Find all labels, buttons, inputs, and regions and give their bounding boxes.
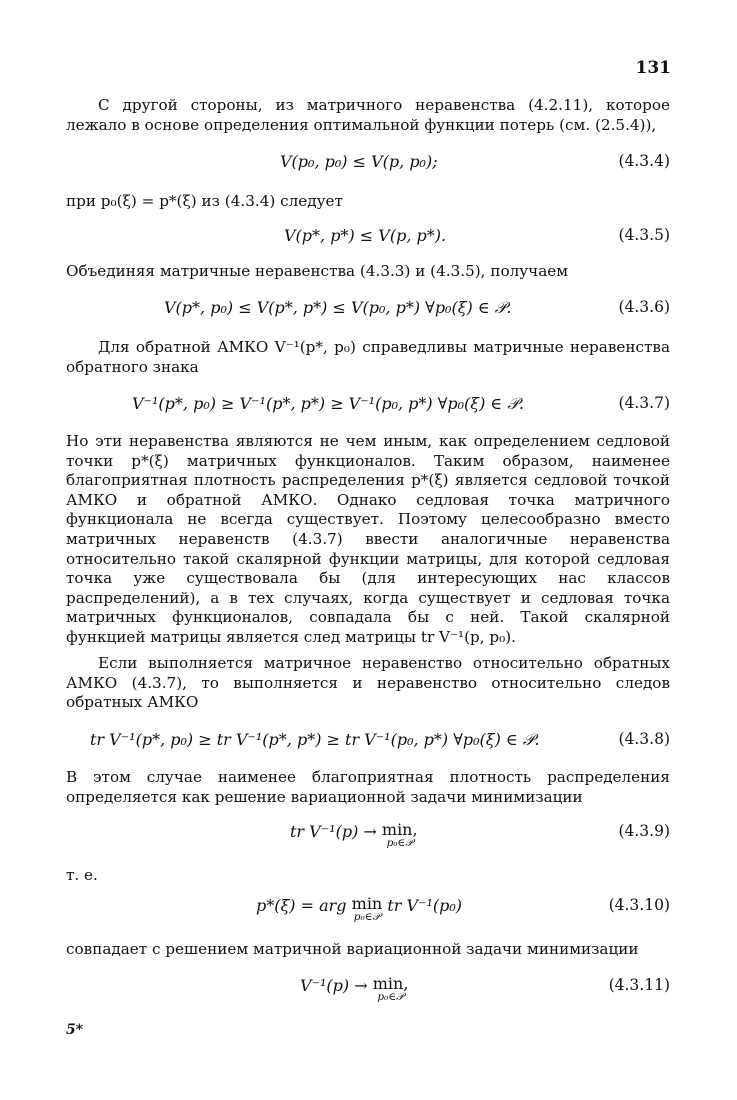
equation-4-3-10-sub: p₀∈𝒫 (353, 911, 381, 923)
page-number: 131 (635, 58, 671, 78)
equation-4-3-7-formula: V⁻¹(p*, p₀) ≥ V⁻¹(p*, p*) ≥ V⁻¹(p₀, p*) ∀p₀(ξ) ∈ 𝒫. (132, 394, 524, 413)
equation-4-3-5-number: (4.3.5) (618, 226, 670, 244)
equation-4-3-8-number: (4.3.8) (618, 730, 670, 748)
equation-4-3-9-lhs: tr V⁻¹(p) → (290, 822, 382, 841)
equation-4-3-11-min (373, 976, 409, 1003)
equation-4-3-11 (66, 974, 670, 1003)
equation-4-3-9 (66, 820, 670, 849)
equation-4-3-4-number: (4.3.4) (618, 152, 670, 170)
equation-4-3-6-number: (4.3.6) (618, 298, 670, 316)
equation-4-3-10-min (352, 896, 383, 923)
paragraph-7: В этом случае наименее благоприятная плотность распределения определяется как решение вариационной задачи минимизации (66, 768, 670, 806)
equation-4-3-10-rhs: tr V⁻¹(p₀) (382, 896, 463, 915)
paragraph-1: С другой стороны, из матричного неравенства (4.2.11), которое лежало в основе определения оптимальной функции потерь (см. (2.5.4)), (66, 96, 670, 134)
equation-4-3-6-formula: V(p*, p₀) ≤ V(p*, p*) ≤ V(p₀, p*) ∀p₀(ξ) ∈ 𝒫. (164, 298, 512, 317)
equation-4-3-9-formula (290, 822, 418, 849)
equation-4-3-11-number: (4.3.11) (608, 976, 670, 994)
equation-4-3-4 (66, 152, 670, 176)
equation-4-3-10 (66, 894, 670, 923)
equation-4-3-11-lhs: V⁻¹(p) → (300, 976, 373, 995)
paragraph-5: Но эти неравенства являются не чем иным, как определением седловой точки p*(ξ) матричных функционалов. Таким образом, наименее благоприятная плотность распределения p*(ξ) является седловой точкой АМКО и обратной АМКО. Однако седловая точка матричного функционала не всегда существует. Поэтому целесообразно вместо матричных неравенств (4.3.7) ввести аналогичные неравенства относительно такой скалярной функции матрицы, для которой седловая точка уже существовала бы (для интересующих нас классов распределений), а в тех случаях, когда существует и седловая точка матричных функционалов, совпадала бы с ней. Такой скалярной функцией матрицы является след матрицы tr V⁻¹(p, p₀). (66, 432, 670, 646)
equation-4-3-9-op: min, (381, 820, 418, 839)
equation-4-3-8-formula: tr V⁻¹(p*, p₀) ≥ tr V⁻¹(p*, p*) ≥ tr V⁻¹(p₀, p*) ∀p₀(ξ) ∈ 𝒫. (90, 730, 540, 749)
signature-mark: 5* (66, 1022, 84, 1038)
paragraph-9: совпадает с решением матричной вариационной задачи минимизации (66, 940, 639, 958)
equation-4-3-10-number: (4.3.10) (608, 896, 670, 914)
paragraph-8: т. е. (66, 866, 98, 884)
equation-4-3-7 (66, 394, 670, 418)
equation-4-3-10-op: min (351, 894, 383, 913)
paragraph-4: Для обратной АМКО V⁻¹(p*, p₀) справедливы матричные неравенства обратного знака (66, 338, 670, 376)
equation-4-3-5 (66, 226, 670, 250)
equation-4-3-6 (66, 298, 670, 322)
equation-4-3-10-formula (256, 896, 462, 923)
paragraph-6: Если выполняется матричное неравенство относительно обратных АМКО (4.3.7), то выполняется и неравенство относительно следов обратных АМКО (66, 654, 670, 712)
equation-4-3-9-min (382, 822, 418, 849)
equation-4-3-9-number: (4.3.9) (618, 822, 670, 840)
equation-4-3-4-formula: V(p₀, p₀) ≤ V(p, p₀); (280, 152, 438, 171)
equation-4-3-11-formula (300, 976, 408, 1003)
equation-4-3-11-sub: p₀∈𝒫 (377, 991, 404, 1003)
paragraph-2: при p₀(ξ) = p*(ξ) из (4.3.4) следует (66, 192, 343, 210)
equation-4-3-9-sub: p₀∈𝒫 (386, 837, 413, 849)
equation-4-3-11-op: min, (372, 974, 409, 993)
equation-4-3-7-number: (4.3.7) (618, 394, 670, 412)
equation-4-3-8 (66, 730, 670, 754)
equation-4-3-5-formula: V(p*, p*) ≤ V(p, p*). (284, 226, 447, 245)
paragraph-3: Объединяя матричные неравенства (4.3.3) и (4.3.5), получаем (66, 262, 569, 280)
equation-4-3-10-lhs: p*(ξ) = arg (256, 896, 352, 915)
